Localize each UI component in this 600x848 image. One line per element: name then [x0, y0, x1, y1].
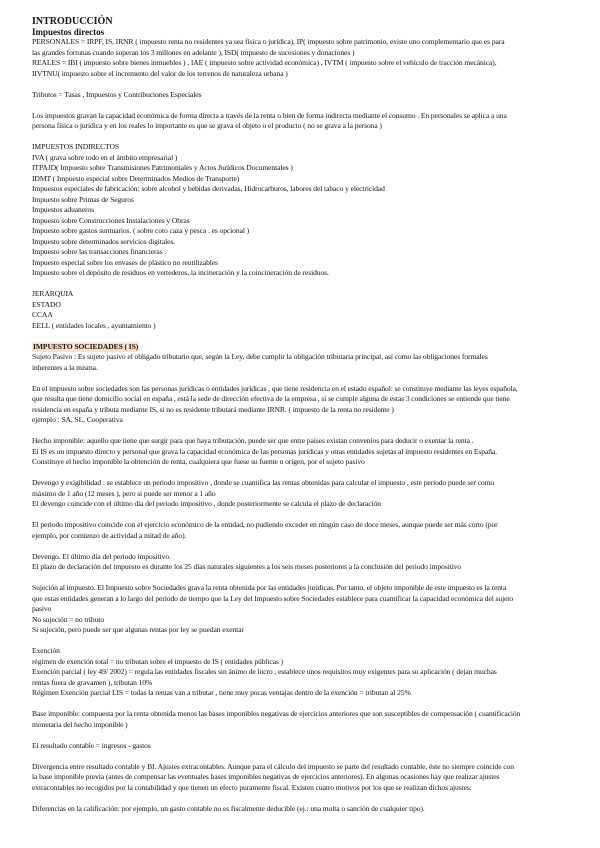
- text-line: Sujeto Pasivo : Es sujeto pasivo el obligado tributario que, según la Ley, debe cumplir la obligación tributaria principal, así como las obligaciones formales: [32, 352, 488, 361]
- text-line: El IS es un impuesto directo y personal que grava la capacidad económica de las personas jurídicas y otras entidades sujetas al impuesto residentes en España.: [32, 446, 497, 456]
- text-line: IMPUESTOS INDIRECTOS: [32, 142, 119, 151]
- paragraph: [32, 583, 592, 636]
- text-line: EELL ( entidades locales , ayuntamiento ): [32, 320, 156, 330]
- text-line: IDMT ( Impuesto especial sobre Determinados Medios de Transporte): [32, 173, 240, 183]
- paragraph: [32, 804, 592, 815]
- heading-line: [32, 342, 592, 353]
- text-line: Divergencia entre resultado contable y BI. Ajustes extracontables. Aunque para el cálculo del impuesto se parte del resultado contable, éste no siempre coincide con: [32, 761, 514, 771]
- text-line: PERSONALES = IRPF, IS, IRNR ( impuesto renta no residentes ya sea física o jurídica), IP( impuesto sobre patrimonio, existe uno complementario que es para: [32, 37, 505, 46]
- section-heading-highlighted: IMPUESTO SOCIEDADES ( IS): [33, 341, 139, 351]
- text-line: Impuesto especial sobre los envases de plástico no reutilizables: [32, 257, 218, 267]
- text-line: Impuesto sobre Primas de Seguros: [32, 194, 134, 204]
- text-line: inherentes a la misma.: [32, 362, 98, 372]
- text-line: Base imponible: compuesta por la renta obtenida menos las bases imponibles negativas de ejercicios anteriores que son susceptibles de compensación ( cuantificación: [32, 709, 521, 718]
- text-line: extracontables no recogidos por la contabilidad y que tienen un efecto puramente fiscal. Existen cuatro motivos por los que se realizan dichos ajustes:: [32, 782, 472, 792]
- text-line: Tributos = Tasas , Impuestos y Contribuciones Especiales: [32, 89, 202, 99]
- text-line: Régimen Exención parcial LIS = todas la rentas van a tributar , tiene muy pocas ventajas dentro de la exención = tributan al 25%: [32, 688, 411, 697]
- text-line: El periodo impositivo coincide con el ejercicio económico de la entidad, no pudiendo exceder en ningún caso de doce meses, aunque puede ser más corto (por: [32, 520, 498, 529]
- text-line: REALES = IBI ( impuesto sobre bienes inmuebles ) , IAE ( impuesto sobre actividad económica) , IVTM ( impuesto sobre el vehículo de tracción mecánica),: [32, 58, 497, 67]
- text-line: ESTADO: [32, 299, 61, 309]
- text-line: Impuesto sobre las transacciones financieras .: [32, 247, 167, 256]
- paragraph: [32, 646, 592, 699]
- paragraph: [32, 90, 592, 101]
- text-line: ejemplo : SA, SL, Cooperativa: [32, 415, 123, 424]
- text-line: El plazo de declaración del impuesto es durante los 25 días naturales siguientes a los seis meses posteriores a la conclusión del periodo impositivo: [32, 562, 462, 571]
- text-line: Constituye el hecho imponible la obtención de renta, cualquiera que fuese su fuente u origen, por el sujeto pasivo: [32, 457, 365, 466]
- text-line: El resultado contable = ingresos - gastos: [32, 740, 151, 750]
- text-line: IIVTNU( impuesto sobre el incremento del valor de los terrenos de naturaleza urbana ): [32, 68, 288, 78]
- text-line: Devengo y exigibilidad : se establece un periodo impositivo , donde se cuantifica las rentas obtenidas para calcular el impuesto , este periodo puede ser como: [32, 478, 495, 487]
- document-page: [32, 16, 592, 825]
- text-line: la base imponible previa (antes de compensar las eventuales bases imponibles negativas de ejercicios anteriores). En algunas ocasiones hay que realizar ajustes: [32, 772, 500, 781]
- text-line: Los impuestos gravan la capacidad económica de forma directa a través de la renta o bien de forma indirecta mediante el consumo . En personales se aplica a una: [32, 110, 507, 120]
- paragraph: [32, 478, 592, 510]
- text-line: IVA ( grava sobre todo en el ámbito empresarial ): [32, 152, 178, 162]
- text-line: Hecho imponible: aquello que tiene que surgir para que haya tributación, puede ser que entre países existan convenios para deducir o exentar la renta .: [32, 436, 474, 445]
- text-line: No sujeción = no tributo: [32, 614, 104, 624]
- document-title: INTRODUCCIÓN: [32, 16, 113, 27]
- text-line: Exención parcial ( ley 49/ 2002) = regula las entidades fiscales sin ánimo de lucro , establece unos requisitos muy exigentes para su aplicación ( dejan muchas: [32, 667, 497, 676]
- text-line: Si sujeción, pero puede ser que algunas rentas por ley se puedan exentar: [32, 625, 244, 634]
- text-line: que resulta que tiene domicilio social en españa , está la sede de dirección efectiva de la empresa , si se cumple alguna de estas 3 condiciones se entiende que tiene: [32, 394, 510, 403]
- text-line: monetaria del hecho imponible ): [32, 719, 128, 729]
- text-line: residencia en españa y tributa mediante IS, si no es residente tributará mediante IRNR. ( impuesto de la renta no residente ): [32, 404, 394, 414]
- text-line: ejemplo, por comienzo de actividad a mitad de año).: [32, 530, 187, 540]
- text-line: En el impuesto sobre sociedades son las personas jurídicas o entidades jurídicas , que tiene residencia en el estado español: se constituye mediante las leyes española,: [32, 383, 518, 393]
- paragraph: [32, 37, 592, 79]
- paragraph: [32, 289, 592, 331]
- paragraph: [32, 436, 592, 468]
- text-line: CCAA: [32, 310, 53, 319]
- paragraph: [32, 384, 592, 426]
- paragraph: [32, 142, 592, 279]
- text-line: persona física o jurídica y en los reales lo importante es que se grava el objeto o el producto ( no se grava a la persona ): [32, 121, 382, 130]
- text-line: JERARQUIA: [32, 289, 74, 298]
- text-line: Impuesto sobre gastos suntuarios. ( sobre coto caza y pesca . es opcional ): [32, 226, 250, 235]
- text-line: las grandes fortunas cuando superan los 3 millones en adelante ), ISD( impuesto de sucesiones y donaciones ): [32, 47, 355, 57]
- text-line: Impuestos especiales de fabricación: sobre alcohol y bebidas derivadas, Hidrocarburos, labores del tabaco y electricidad: [32, 184, 385, 193]
- text-line: pasivo: [32, 604, 52, 613]
- text-line: Impuesto sobre determinados servicios digitales.: [32, 236, 176, 246]
- text-line: Exención: [32, 646, 60, 655]
- text-line: Impuestos aduaneros: [32, 205, 94, 214]
- text-line: Sujeción al impuesto. El Impuesto sobre Sociedades grava la renta obtenida por las entidades jurídicas. Por tanto, el objeto imponible de este impuesto es la renta: [32, 583, 507, 592]
- paragraph: [32, 520, 592, 541]
- paragraph: [32, 741, 592, 752]
- text-line: que estas entidades generan a lo largo del período de tiempo que la Ley del Impuesto sobre Sociedades establece para cuantificar la capacidad económica del sujeto: [32, 593, 514, 603]
- paragraph: [32, 552, 592, 573]
- text-line: rentas fuera de gravamen ), tributan 10%: [32, 677, 153, 687]
- text-line: Devengo. El último día del periodo impositivo.: [32, 551, 171, 561]
- paragraph: [32, 342, 592, 374]
- document-body: [32, 37, 592, 814]
- section-subtitle: Impuestos directos: [32, 27, 105, 37]
- text-line: Impuesto sobre el depósito de residuos en vertederos, la incineración y la coincineración de residuos.: [32, 268, 329, 277]
- paragraph: [32, 762, 592, 794]
- text-line: El devengo coincide con el último día del periodo impositivo , donde posteriormente se calcula el plazo de declaración: [32, 499, 381, 508]
- paragraph: [32, 709, 592, 730]
- text-line: régimen de exención total = no tributan sobre el impuesto de IS ( entidades públicas ): [32, 656, 284, 666]
- paragraph: [32, 111, 592, 132]
- text-line: máximo de 1 año (12 meses ), pero si puede ser menor a 1 año: [32, 488, 216, 498]
- text-line: Diferencias en la calificación: por ejemplo, un gasto contable no es fiscalmente deducible (ej.: una multa o sanción de cualquier tipo).: [32, 803, 425, 813]
- text-line: Impuesto sobre Construcciones Instalaciones y Obras: [32, 215, 190, 225]
- text-line: ITPAJD( Impuesto sobre Transmisiones Patrimoniales y Actos Jurídicos Documentales ): [32, 163, 293, 172]
